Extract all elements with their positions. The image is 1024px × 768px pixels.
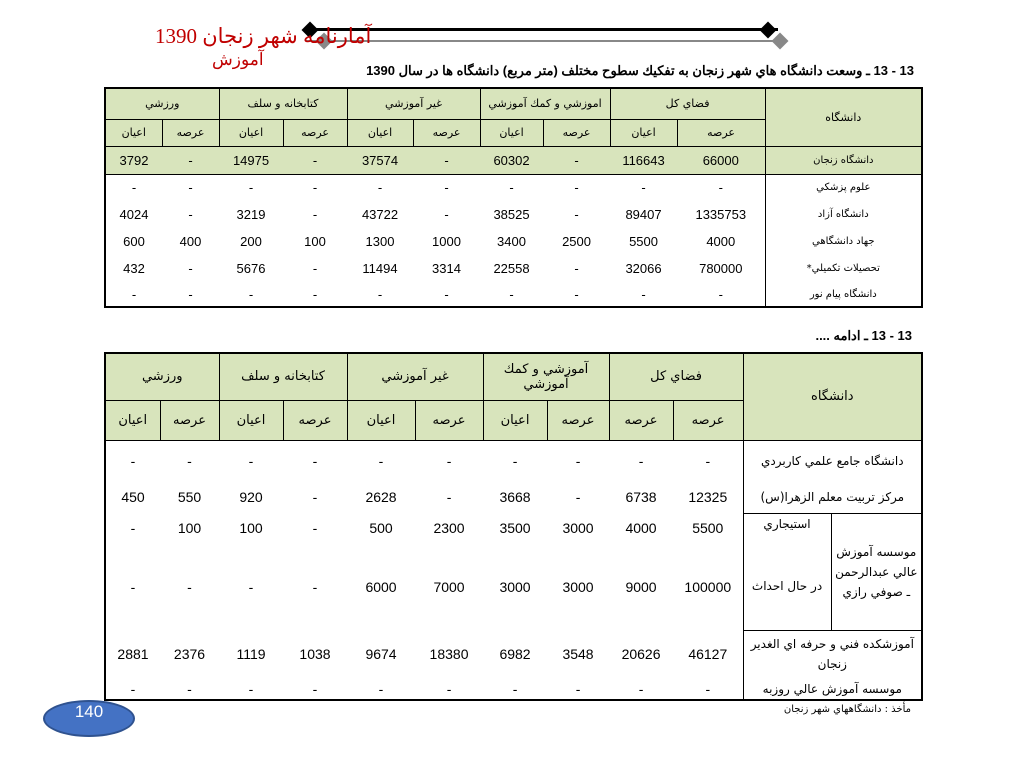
cell-value: 3219 xyxy=(236,207,266,222)
subheader-building: اعيان xyxy=(610,119,677,146)
table-row xyxy=(105,440,922,481)
cell-value: - xyxy=(248,452,254,469)
cell-value: 3000 xyxy=(499,578,531,595)
cell-value: - xyxy=(248,180,254,196)
cell-value: 22558 xyxy=(493,261,530,276)
cell-value: - xyxy=(575,680,581,697)
cell-value: 14975 xyxy=(219,146,283,174)
table2-caption: 13 - 13 ـ ادامه .... xyxy=(815,328,912,343)
subheader-area: عرصه xyxy=(673,400,743,440)
cell-value: - xyxy=(312,489,318,505)
cell-value: 100 xyxy=(239,520,263,536)
group-header-non-educational: غير آموزشي xyxy=(347,88,480,119)
cell-value: - xyxy=(543,146,610,174)
cell-value: - xyxy=(312,578,318,595)
cell-value: - xyxy=(188,286,193,302)
cell-value: - xyxy=(575,489,581,505)
table-row xyxy=(105,513,922,543)
cell-value: 100 xyxy=(304,234,326,249)
cell-value: 3000 xyxy=(562,578,594,595)
cell-value: - xyxy=(705,680,711,697)
group-header-total-space: فضاي كل xyxy=(610,88,765,119)
cell-value: 1000 xyxy=(432,234,461,249)
cell-value: - xyxy=(641,286,646,302)
cell-value: 89407 xyxy=(625,207,662,222)
cell-value: - xyxy=(248,286,254,302)
cell-value: 5500 xyxy=(692,520,724,536)
cell-value: - xyxy=(512,452,518,469)
table-row xyxy=(105,255,922,282)
row-label-university: علوم پزشكي xyxy=(765,174,922,201)
group-header-total-space: فضاي كل xyxy=(609,353,743,400)
subheader-building: اعيان xyxy=(105,400,160,440)
subheader-area: عرصه xyxy=(415,400,483,440)
cell-value: 3314 xyxy=(432,261,461,276)
cell-value: - xyxy=(312,680,318,697)
cell-value: - xyxy=(718,180,723,196)
cell-value: 5676 xyxy=(236,261,266,276)
cell-value: 3500 xyxy=(499,520,531,536)
group-header-sports: ورزشي xyxy=(105,353,219,400)
cell-value: 32066 xyxy=(625,261,662,276)
cell-value: 920 xyxy=(239,489,263,505)
cell-value: 100 xyxy=(177,520,202,536)
page-subtitle: آموزش xyxy=(212,50,264,69)
table-row xyxy=(105,146,922,174)
subheader-building: اعيان xyxy=(480,119,543,146)
subheader-area: عرصه xyxy=(283,400,347,440)
table1-caption: 13 - 13 ـ وسعت دانشگاه هاي شهر زنجان به تفكيك سطوح مختلف (متر مربع) دانشگاه ها در سال 1390 xyxy=(366,63,914,78)
cell-value: 1038 xyxy=(299,646,331,662)
university-area-table-continued xyxy=(104,352,923,701)
cell-value: 5500 xyxy=(629,234,658,249)
row-label-university: تحصيلات تكميلي* xyxy=(765,255,922,282)
cell-value: - xyxy=(162,146,219,174)
cell-value: - xyxy=(187,578,192,595)
cell-value: - xyxy=(283,146,347,174)
cell-value: - xyxy=(444,286,449,302)
cell-value: 46127 xyxy=(688,646,728,662)
cell-value: - xyxy=(312,452,318,469)
cell-value: 3792 xyxy=(105,146,162,174)
cell-value: - xyxy=(574,207,579,222)
table-row xyxy=(105,481,922,513)
cell-value: - xyxy=(130,578,136,595)
cell-value: - xyxy=(312,261,318,276)
cell-value: - xyxy=(413,146,480,174)
cell-value: - xyxy=(188,261,193,276)
cell-value: 2628 xyxy=(365,489,397,505)
row-label-university: دانشگاه زنجان xyxy=(765,146,922,174)
row-label-university: موسسه آموزش عالي عبدالرحمن ـ صوفي رازي xyxy=(831,513,922,630)
subheader-area: عرصه xyxy=(160,400,219,440)
cell-value: - xyxy=(312,207,318,222)
group-header-library: كتابخانه و سلف xyxy=(219,353,347,400)
cell-value: - xyxy=(446,452,452,469)
subheader-area: عرصه xyxy=(609,400,673,440)
cell-value: 1119 xyxy=(236,646,266,662)
cell-value: - xyxy=(312,286,318,302)
header-rule-top xyxy=(306,28,778,31)
cell-value: - xyxy=(248,680,254,697)
cell-value: 4000 xyxy=(625,520,657,536)
subheader-area: عرصه xyxy=(543,119,610,146)
cell-value: 600 xyxy=(123,234,145,249)
cell-value: - xyxy=(130,520,136,536)
row-label-university: جهاد دانشگاهي xyxy=(765,228,922,255)
source-note: مأخذ : دانشگاههاي شهر زنجان xyxy=(783,704,911,715)
row-label-under-construction: در حال احداث xyxy=(743,543,831,630)
group-header-educational: اموزشي و كمك آموزشي xyxy=(480,88,610,119)
table1-group-header-row xyxy=(105,88,922,119)
table-row xyxy=(105,201,922,228)
header-rule-bottom xyxy=(306,40,778,42)
cell-value: - xyxy=(378,680,384,697)
row-label-university: موسسه آموزش عالي روزبه xyxy=(743,678,922,700)
cell-value: 550 xyxy=(177,489,202,505)
cell-value: 400 xyxy=(179,234,202,249)
row-label-rental: استيجاري xyxy=(743,513,831,543)
subheader-area: عرصه xyxy=(413,119,480,146)
subheader-area: عرصه xyxy=(677,119,765,146)
table-row xyxy=(105,282,922,307)
cell-value: - xyxy=(512,680,518,697)
cell-value: - xyxy=(574,261,579,276)
cell-value: 3548 xyxy=(562,646,594,662)
cell-value: - xyxy=(638,680,644,697)
cell-value: 66000 xyxy=(677,146,765,174)
cell-value: 3400 xyxy=(497,234,526,249)
table-row xyxy=(105,678,922,700)
page-number-badge: 140 xyxy=(43,700,135,737)
cell-value: - xyxy=(187,452,192,469)
subheader-area: عرصه xyxy=(547,400,609,440)
cell-value: 432 xyxy=(123,261,145,276)
subheader-building: اعيان xyxy=(347,400,415,440)
cell-value: - xyxy=(718,286,723,302)
subheader-building: اعيان xyxy=(219,400,283,440)
cell-value: 2500 xyxy=(562,234,591,249)
cell-value: 6000 xyxy=(365,578,397,595)
cell-value: - xyxy=(641,180,646,196)
cell-value: 1300 xyxy=(365,234,395,249)
rule-diamond-right-shadow xyxy=(772,33,789,50)
cell-value: 18380 xyxy=(429,646,469,662)
cell-value: - xyxy=(509,286,514,302)
table-row xyxy=(105,630,922,678)
subheader-area: عرصه xyxy=(162,119,219,146)
cell-value: 6982 xyxy=(499,646,531,662)
cell-value: 37574 xyxy=(347,146,413,174)
group-header-library: كتابخانه و سلف xyxy=(219,88,347,119)
cell-value: 2300 xyxy=(433,520,465,536)
row-label-university: دانشگاه پيام نور xyxy=(765,282,922,307)
row-label-university: دانشگاه جامع علمي كاربردي xyxy=(743,440,922,481)
university-area-table xyxy=(104,87,923,308)
cell-value: 2376 xyxy=(173,646,206,662)
row-label-university: دانشگاه آزاد xyxy=(765,201,922,228)
cell-value: - xyxy=(575,452,581,469)
cell-value: 116643 xyxy=(610,146,677,174)
subheader-building: اعيان xyxy=(483,400,547,440)
cell-value: 4024 xyxy=(119,207,149,222)
cell-value: 60302 xyxy=(480,146,543,174)
cell-value: 2881 xyxy=(117,646,149,662)
cell-value: 500 xyxy=(369,520,393,536)
cell-value: - xyxy=(188,207,193,222)
table-row xyxy=(105,174,922,201)
cell-value: - xyxy=(705,452,711,469)
cell-value: 6738 xyxy=(625,489,657,505)
group-header-non-educational: غير آموزشي xyxy=(347,353,483,400)
group-header-educational: آموزشي و كمك آموزشي xyxy=(483,353,609,400)
cell-value: 9000 xyxy=(625,578,657,595)
cell-value: 38525 xyxy=(493,207,530,222)
cell-value: 20626 xyxy=(621,646,661,662)
cell-value: 3000 xyxy=(562,520,594,536)
cell-value: - xyxy=(444,207,449,222)
cell-value: - xyxy=(378,452,384,469)
cell-value: 43722 xyxy=(361,207,399,222)
cell-value: - xyxy=(130,680,136,697)
cell-value: - xyxy=(131,180,137,196)
subheader-area: عرصه xyxy=(283,119,347,146)
cell-value: - xyxy=(131,286,137,302)
row-label-university: آموزشكده فني و حرفه اي الغدير زنجان xyxy=(743,630,922,678)
cell-value: - xyxy=(574,286,579,302)
cell-value: 9674 xyxy=(365,646,397,662)
subheader-building: اعيان xyxy=(219,119,283,146)
group-header-sports: ورزشي xyxy=(105,88,219,119)
page-title: آمارنامه شهر زنجان 1390 xyxy=(155,24,372,48)
rule-diamond-right xyxy=(760,22,777,39)
cell-value: 100000 xyxy=(684,578,732,595)
cell-value: - xyxy=(446,680,452,697)
cell-value: 450 xyxy=(121,489,145,505)
cell-value: - xyxy=(187,680,192,697)
cell-value: - xyxy=(248,578,254,595)
cell-value: - xyxy=(638,452,644,469)
cell-value: - xyxy=(509,180,514,196)
subheader-building: اعيان xyxy=(347,119,413,146)
cell-value: - xyxy=(377,286,383,302)
cell-value: - xyxy=(130,452,136,469)
cell-value: - xyxy=(312,180,318,196)
cell-value: 12325 xyxy=(688,489,728,505)
cell-value: - xyxy=(444,180,449,196)
subheader-building: اعيان xyxy=(105,119,162,146)
column-header-university: دانشگاه xyxy=(765,88,922,146)
cell-value: 11494 xyxy=(362,261,398,276)
row-label-university: مركز تربيت معلم الزهرا(س) xyxy=(743,481,922,513)
cell-value: 1335753 xyxy=(695,207,747,222)
table-row xyxy=(105,543,922,630)
cell-value: 780000 xyxy=(699,261,743,276)
cell-value: 3668 xyxy=(499,489,531,505)
cell-value: 200 xyxy=(240,234,262,249)
table2-group-header-row xyxy=(105,353,922,400)
cell-value: 7000 xyxy=(433,578,465,595)
cell-value: - xyxy=(312,520,318,536)
cell-value: - xyxy=(446,489,452,505)
cell-value: - xyxy=(574,180,579,196)
cell-value: - xyxy=(377,180,383,196)
column-header-university: دانشگاه xyxy=(743,353,922,440)
table-row xyxy=(105,228,922,255)
cell-value: 4000 xyxy=(706,234,736,249)
cell-value: - xyxy=(188,180,193,196)
